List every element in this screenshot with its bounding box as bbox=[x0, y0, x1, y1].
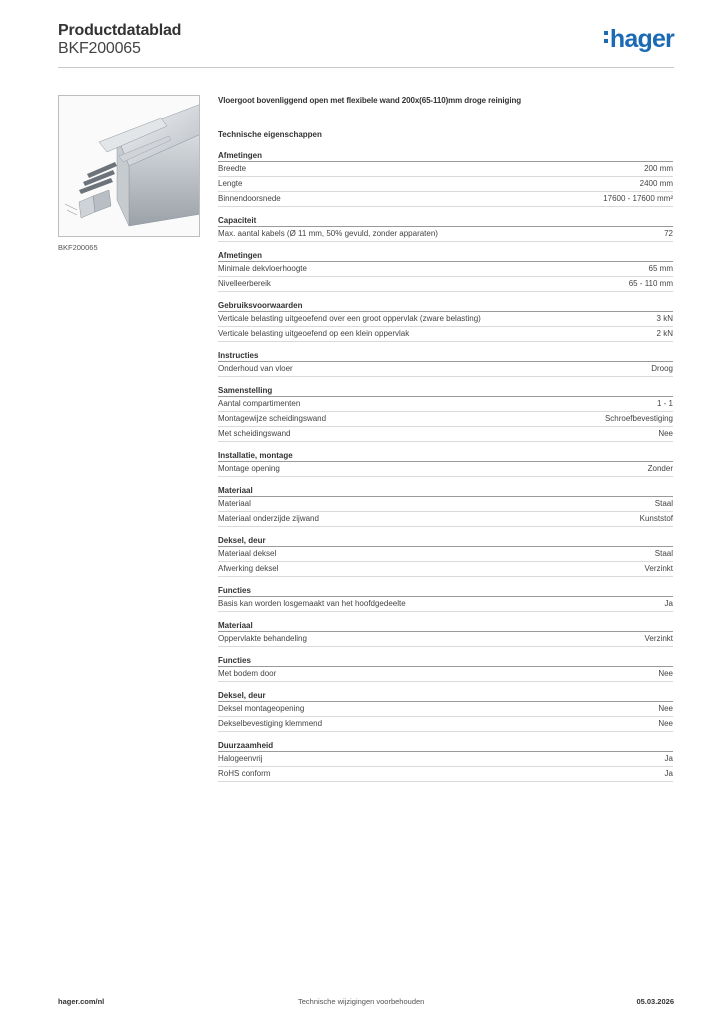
property-value: 200 mm bbox=[644, 164, 673, 173]
footer-date: 05.03.2026 bbox=[636, 997, 674, 1006]
property-row bbox=[218, 277, 673, 292]
property-row bbox=[218, 412, 673, 427]
property-label: Minimale dekvloerhoogte bbox=[218, 264, 307, 273]
property-value: Ja bbox=[664, 599, 673, 608]
property-label: Breedte bbox=[218, 164, 247, 173]
property-value: 17600 - 17600 mm² bbox=[603, 194, 673, 203]
property-row bbox=[218, 512, 673, 527]
property-value: 65 mm bbox=[648, 264, 673, 273]
product-description: Vloergoot bovenliggend open met flexibele wand 200x(65-110)mm droge reiniging bbox=[218, 96, 522, 105]
property-row bbox=[218, 427, 673, 442]
property-row bbox=[218, 597, 673, 612]
floor-duct-illustration bbox=[59, 96, 200, 237]
property-row bbox=[218, 327, 673, 342]
property-row bbox=[218, 562, 673, 577]
section-title: Gebruiksvoorwaarden bbox=[218, 300, 673, 312]
property-row bbox=[218, 312, 673, 327]
property-row bbox=[218, 462, 673, 477]
section-title: Samenstelling bbox=[218, 385, 673, 397]
property-value: Nee bbox=[658, 429, 673, 438]
property-section bbox=[218, 215, 673, 242]
property-row bbox=[218, 547, 673, 562]
property-label: Lengte bbox=[218, 179, 243, 188]
property-label: Montagewijze scheidingswand bbox=[218, 414, 327, 423]
property-label: Nivelleerbereik bbox=[218, 279, 271, 288]
property-section bbox=[218, 620, 673, 647]
property-row bbox=[218, 497, 673, 512]
property-label: Afwerking deksel bbox=[218, 564, 279, 573]
property-value: Ja bbox=[664, 769, 673, 778]
section-title: Deksel, deur bbox=[218, 690, 673, 702]
section-title: Materiaal bbox=[218, 485, 673, 497]
section-title: Functies bbox=[218, 585, 673, 597]
property-label: Met bodem door bbox=[218, 669, 277, 678]
footer-website: hager.com/nl bbox=[58, 997, 105, 1006]
property-value: Nee bbox=[658, 669, 673, 678]
property-value: 2 kN bbox=[656, 329, 673, 338]
property-row bbox=[218, 717, 673, 732]
property-value: Schroefbevestiging bbox=[604, 414, 673, 423]
property-row bbox=[218, 227, 673, 242]
property-value: Nee bbox=[658, 704, 673, 713]
property-label: Oppervlakte behandeling bbox=[218, 634, 307, 643]
property-section bbox=[218, 350, 673, 377]
section-title: Duurzaamheid bbox=[218, 740, 673, 752]
property-label: Materiaal onderzijde zijwand bbox=[218, 514, 319, 523]
property-row bbox=[218, 362, 673, 377]
property-value: Staal bbox=[654, 499, 673, 508]
property-row bbox=[218, 632, 673, 647]
property-value: Ja bbox=[664, 754, 673, 763]
property-label: Materiaal deksel bbox=[218, 549, 277, 558]
section-title: Installatie, montage bbox=[218, 450, 673, 462]
property-value: Zonder bbox=[647, 464, 673, 473]
property-label: Montage opening bbox=[218, 464, 280, 473]
property-value: 1 - 1 bbox=[656, 399, 673, 408]
property-section bbox=[218, 150, 673, 207]
property-row bbox=[218, 702, 673, 717]
property-label: Binnendoorsnede bbox=[218, 194, 281, 203]
hager-logo bbox=[604, 27, 674, 52]
property-section bbox=[218, 250, 673, 292]
property-label: Max. aantal kabels (Ø 11 mm, 50% gevuld, zonder apparaten) bbox=[218, 229, 438, 238]
section-title: Deksel, deur bbox=[218, 535, 673, 547]
page-footer bbox=[58, 997, 674, 1011]
property-label: Deksel montageopening bbox=[218, 704, 305, 713]
property-section bbox=[218, 485, 673, 527]
property-label: Met scheidingswand bbox=[218, 429, 291, 438]
properties-list bbox=[218, 150, 673, 782]
property-value: 3 kN bbox=[656, 314, 673, 323]
property-label: Halogeenvrij bbox=[218, 754, 263, 763]
footer-note: Technische wijzigingen voorbehouden bbox=[298, 997, 425, 1006]
section-title: Functies bbox=[218, 655, 673, 667]
property-value: 72 bbox=[664, 229, 673, 238]
section-title: Capaciteit bbox=[218, 215, 673, 227]
property-row bbox=[218, 667, 673, 682]
property-label: Onderhoud van vloer bbox=[218, 364, 293, 373]
property-section bbox=[218, 385, 673, 442]
section-title: Afmetingen bbox=[218, 150, 673, 162]
property-value: Staal bbox=[654, 549, 673, 558]
section-title: Instructies bbox=[218, 350, 673, 362]
property-value: Nee bbox=[658, 719, 673, 728]
property-row bbox=[218, 192, 673, 207]
property-section bbox=[218, 535, 673, 577]
property-label: Materiaal bbox=[218, 499, 251, 508]
property-section bbox=[218, 690, 673, 732]
property-section bbox=[218, 300, 673, 342]
property-row bbox=[218, 177, 673, 192]
page-header bbox=[58, 20, 674, 70]
property-label: Verticale belasting uitgeoefend op een klein oppervlak bbox=[218, 329, 410, 338]
document-title: Productdatablad bbox=[58, 22, 182, 39]
property-label: Aantal compartimenten bbox=[218, 399, 301, 408]
property-value: Verzinkt bbox=[644, 564, 673, 573]
property-value: Kunststof bbox=[639, 514, 673, 523]
property-label: Dekselbevestiging klemmend bbox=[218, 719, 323, 728]
property-row bbox=[218, 397, 673, 412]
property-value: Droog bbox=[651, 364, 673, 373]
property-row bbox=[218, 162, 673, 177]
product-code: BKF200065 bbox=[58, 40, 141, 57]
property-value: 2400 mm bbox=[639, 179, 673, 188]
property-section bbox=[218, 450, 673, 477]
property-section bbox=[218, 655, 673, 682]
property-label: Basis kan worden losgemaakt van het hoofdgedeelte bbox=[218, 599, 406, 608]
logo-colon-icon bbox=[604, 31, 608, 47]
property-value: 65 - 110 mm bbox=[628, 279, 673, 288]
property-label: Verticale belasting uitgeoefend over een groot oppervlak (zware belasting) bbox=[218, 314, 481, 323]
header-divider bbox=[58, 67, 674, 68]
product-image bbox=[58, 95, 200, 237]
technical-properties-heading: Technische eigenschappen bbox=[218, 130, 322, 139]
property-value: Verzinkt bbox=[644, 634, 673, 643]
property-section bbox=[218, 585, 673, 612]
section-title: Afmetingen bbox=[218, 250, 673, 262]
property-row bbox=[218, 262, 673, 277]
property-row bbox=[218, 752, 673, 767]
product-data-panel bbox=[218, 96, 673, 790]
property-section bbox=[218, 740, 673, 782]
property-label: RoHS conform bbox=[218, 769, 271, 778]
property-row bbox=[218, 767, 673, 782]
section-title: Materiaal bbox=[218, 620, 673, 632]
image-caption: BKF200065 bbox=[58, 243, 98, 252]
logo-text: hager bbox=[609, 25, 674, 53]
